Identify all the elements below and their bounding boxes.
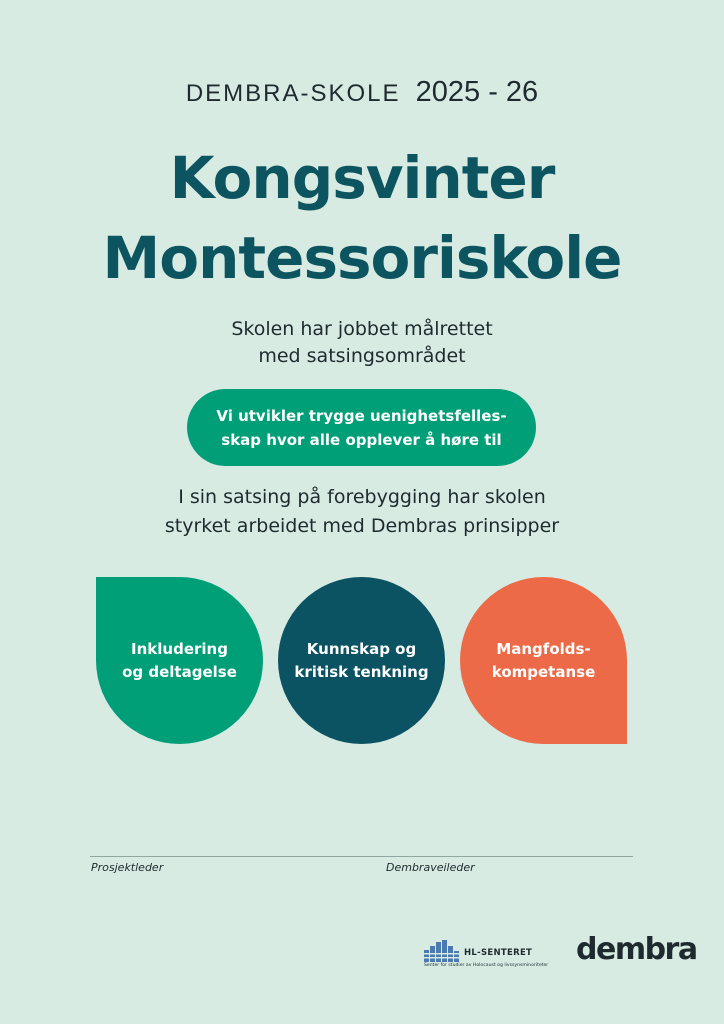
principle-knowledge (278, 577, 445, 744)
intro-text (0, 316, 724, 370)
focus-area-pill (187, 389, 536, 466)
intro-line2: med satsingsområdet (258, 345, 466, 367)
prevention-text (0, 483, 724, 541)
hl-senteret-building-icon (424, 940, 460, 962)
intro-line1: Skolen har jobbet målrettet (231, 318, 493, 340)
prevention-line2: styrket arbeidet med Dembras prinsipper (164, 515, 560, 537)
school-year: 2025 - 26 (415, 76, 539, 108)
school-name-line1: Kongsvinter (169, 144, 555, 212)
hl-senteret-logo (424, 938, 564, 974)
program-header (0, 76, 724, 109)
focus-area-text: Vi utvikler trygge uenighetsfelles- skap hvor alle opplever å høre til (216, 406, 507, 449)
principle-label: Inkludering og deltagelse (122, 639, 237, 681)
principle-inclusion (96, 577, 263, 744)
signature-line (90, 856, 633, 857)
project-leader-label: Prosjektleder (91, 861, 164, 874)
dembra-advisor-label: Dembraveileder (386, 861, 475, 874)
hl-senteret-name: HL-SENTERET (464, 948, 533, 958)
principle-diversity (460, 577, 627, 744)
dembra-logo: dembra (576, 932, 697, 967)
school-name-line2: Montessoriskole (102, 224, 622, 292)
hl-senteret-subtitle: Senter for studier av Holocaust og livssynsminoriteter (424, 963, 549, 968)
prevention-line1: I sin satsing på forebygging har skolen (178, 486, 546, 508)
principle-label: Mangfolds- kompetanse (491, 639, 596, 681)
principle-label: Kunnskap og kritisk tenkning (294, 639, 429, 681)
program-label: DEMBRA-SKOLE (185, 80, 401, 107)
school-name (0, 138, 724, 298)
